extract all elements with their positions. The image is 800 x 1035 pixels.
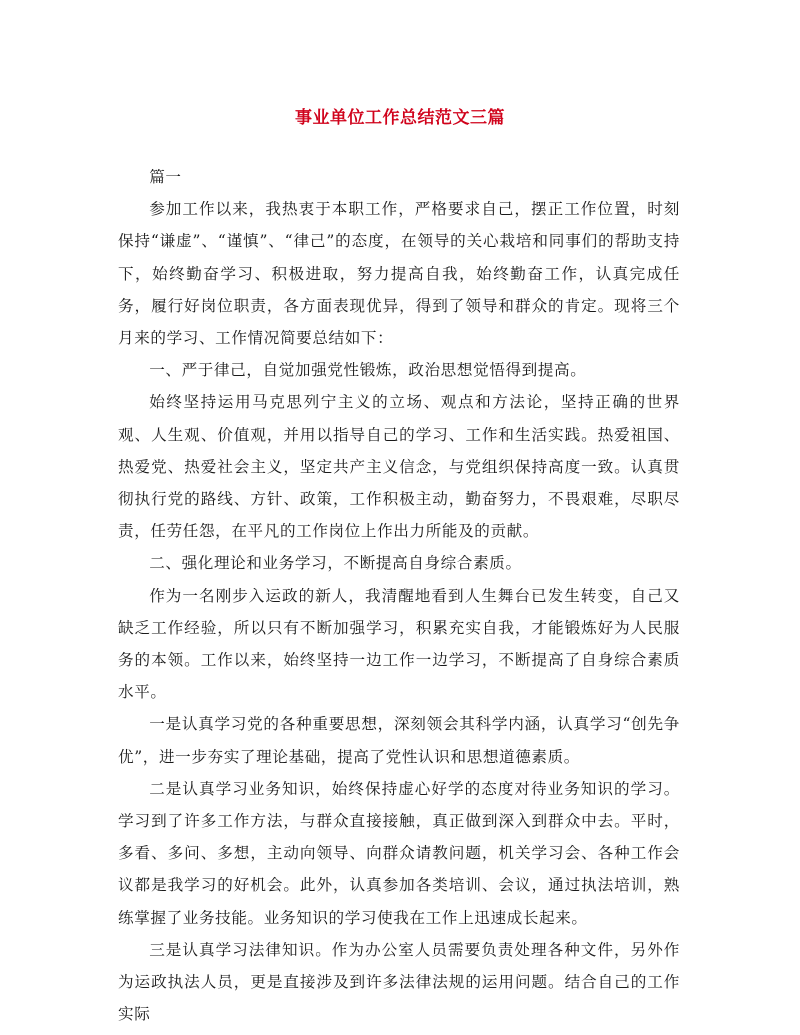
paragraph-study-second: 二是认真学习业务知识，始终保持虚心好学的态度对待业务知识的学习。学习到了许多工作方法，与群众直接接触，真正做到深入到群众中去。平时，多看、多问、多想，主动向领导、向群众请教问题，机关学习会、各种工作会议都是我学习的好机会。此外，认真参加各类培训、会议，通过执法培训，熟练掌握了业务技能。业务知识的学习使我在工作上迅速成长起来。 <box>118 779 680 927</box>
intro-paragraph: 参加工作以来，我热衷于本职工作，严格要求自己，摆正工作位置，时刻保持“谦虚”、“谨慎”、“律己”的态度，在领导的关心栽培和同事们的帮助支持下，始终勤奋学习、积极进取，努力提高自我，始终勤奋工作，认真完成任务，履行好岗位职责，各方面表现优异，得到了领导和群众的肯定。现将三个月来的学习、工作情况简要总结如下： <box>118 200 680 348</box>
paragraph-point-one: 始终坚持运用马克思列宁主义的立场、观点和方法论，坚持正确的世界观、人生观、价值观，并用以指导自己的学习、工作和生活实践。热爱祖国、热爱党、热爱社会主义，坚定共产主义信念，与党组织保持高度一致。认真贯彻执行党的路线、方针、政策，工作积极主动，勤奋努力，不畏艰难，尽职尽责，任劳任怨，在平凡的工作岗位上作出力所能及的贡献。 <box>118 393 680 541</box>
heading-point-two: 二、强化理论和业务学习，不断提高自身综合素质。 <box>149 554 522 573</box>
document-title: 事业单位工作总结范文三篇 <box>295 108 505 128</box>
paragraph-point-two: 作为一名刚步入运政的新人，我清醒地看到人生舞台已发生转变，自己又缺乏工作经验，所以只有不断加强学习，积累充实自我，才能锻炼好为人民服务的本领。工作以来，始终坚持一边工作一边学习，不断提高了自身综合素质水平。 <box>118 586 680 702</box>
document-body <box>118 161 680 1030</box>
paragraph-study-first: 一是认真学习党的各种重要思想，深刻领会其科学内涵，认真学习“创先争优”，进一步夯实了理论基础，提高了党性认识和思想道德素质。 <box>118 715 680 766</box>
heading-point-one: 一、严于律己，自觉加强党性锻炼，政治思想觉悟得到提高。 <box>149 361 587 380</box>
paragraph-study-third: 三是认真学习法律知识。作为办公室人员需要负责处理各种文件，另外作为运政执法人员，更是直接涉及到许多法律法规的运用问题。结合自己的工作实际 <box>118 940 680 1024</box>
section-heading-part-one: 篇一 <box>149 168 182 186</box>
